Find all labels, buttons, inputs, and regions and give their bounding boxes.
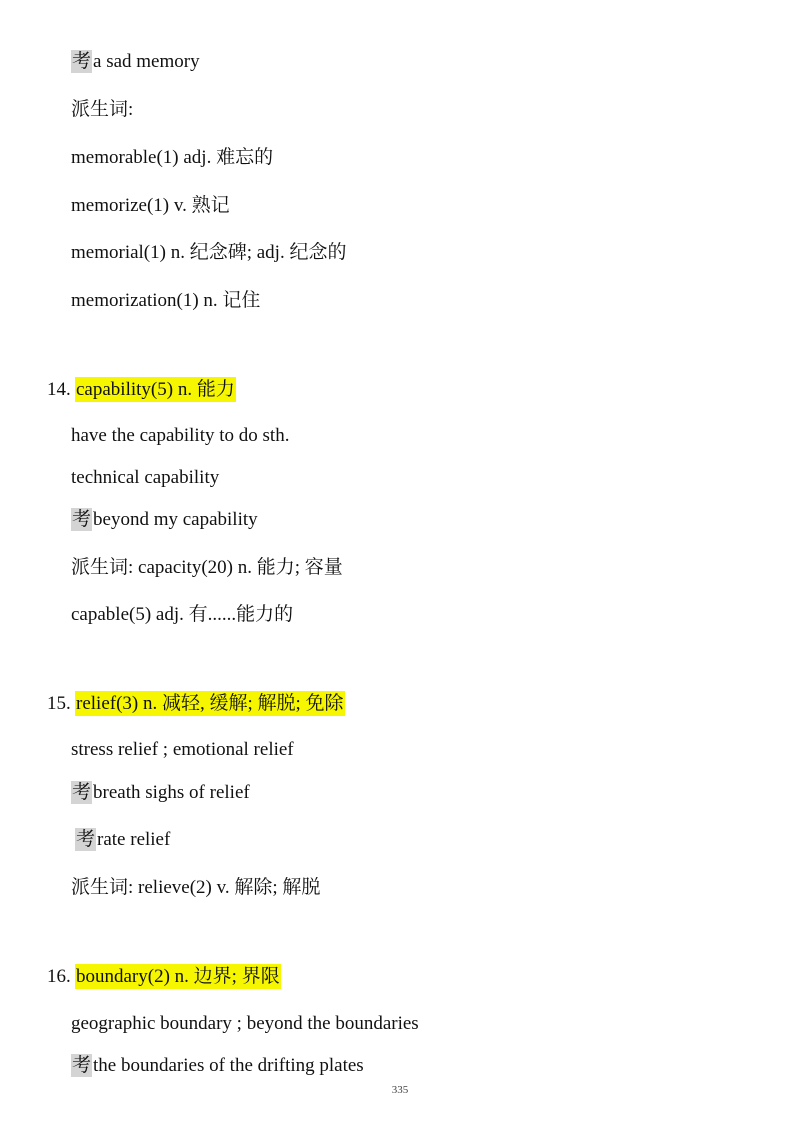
derivative-line: memorial(1) n. 纪念碑; adj. 纪念的: [71, 242, 347, 263]
example-text: breath sighs of relief: [93, 782, 250, 803]
page-number: 335: [391, 1084, 409, 1096]
derivative-line: memorize(1) v. 熟记: [71, 195, 230, 216]
example-line: [75, 828, 170, 852]
derivative-line: capable(5) adj. 有......能力的: [71, 604, 294, 625]
exam-marker: 考: [72, 51, 92, 72]
derivative-line: 派生词: relieve(2) v. 解除; 解脱: [71, 877, 321, 898]
example-text: beyond my capability: [93, 509, 258, 530]
exam-marker: 考: [72, 509, 92, 530]
highlighted-headword: relief(3) n. 减轻, 缓解; 解脱; 免除: [76, 693, 344, 714]
example-line: [71, 508, 258, 532]
exam-marker: 考: [72, 782, 92, 803]
example-text: the boundaries of the drifting plates: [93, 1055, 364, 1076]
example-text: a sad memory: [93, 51, 200, 72]
entry-number: 14.: [47, 379, 71, 400]
exam-marker: 考: [76, 829, 96, 850]
example-line: [71, 50, 200, 74]
vocab-entry-heading: [47, 378, 236, 402]
highlighted-headword: capability(5) n. 能力: [76, 379, 235, 400]
derivative-line: memorization(1) n. 记住: [71, 290, 261, 311]
derivative-line: 派生词: capacity(20) n. 能力; 容量: [71, 557, 343, 578]
derivatives-label: 派生词:: [71, 99, 134, 120]
vocab-entry-heading: [47, 692, 345, 716]
example-line: stress relief ; emotional relief: [71, 739, 294, 760]
vocab-entry-heading: [47, 965, 281, 989]
example-line: [71, 781, 250, 805]
example-line: technical capability: [71, 467, 220, 488]
example-text: rate relief: [97, 829, 171, 850]
example-line: geographic boundary ; beyond the boundaries: [71, 1013, 419, 1034]
example-line: [71, 1054, 364, 1078]
derivative-line: memorable(1) adj. 难忘的: [71, 147, 274, 168]
entry-number: 16.: [47, 966, 71, 987]
entry-number: 15.: [47, 693, 71, 714]
example-line: have the capability to do sth.: [71, 425, 290, 446]
highlighted-headword: boundary(2) n. 边界; 界限: [76, 966, 280, 987]
exam-marker: 考: [72, 1055, 92, 1076]
